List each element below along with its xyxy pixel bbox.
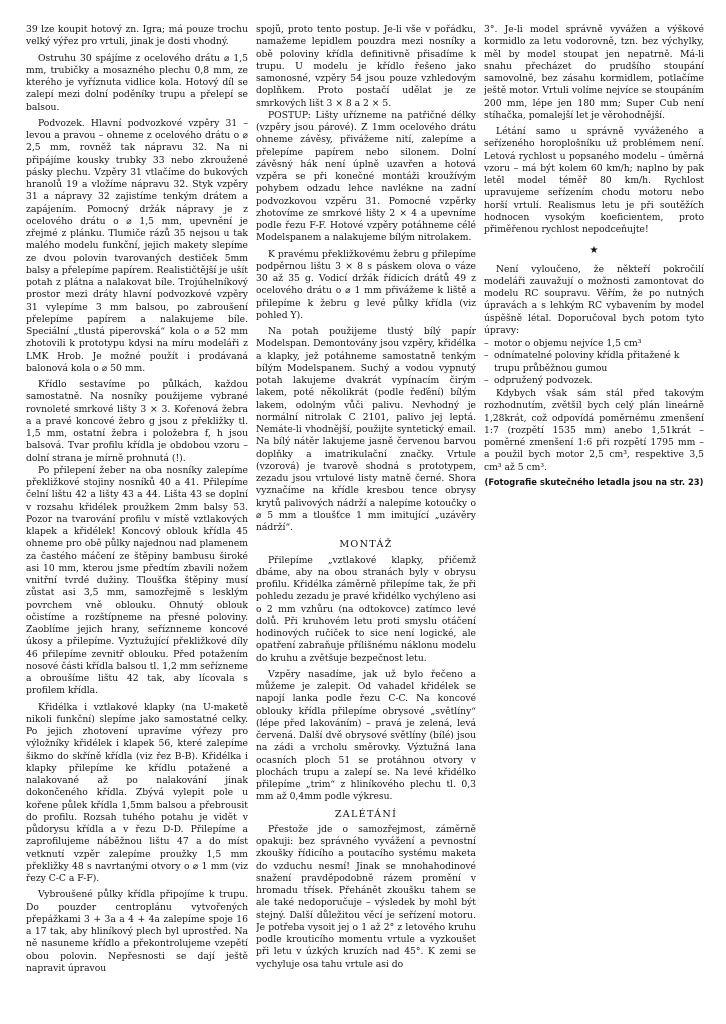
text-column-3 [484,24,704,1018]
paragraph-covering: Na potah použijeme tlustý bílý papír Modelspan. Demontovány jsou vzpěry, křidélka a klapky, jež potáhneme samostatně tenkým bílým Modelspanem. Suchý a vodou vypnutý potah lakujeme dvakrát vypínacím čirým lakem, poté několikrát (podle řeďění) bílým lakem, odolným vůči palivu. Nevhodný je normální nitrolak C 2101, palivo jej leptá. Nemáte-li vhodnější, použijte syntetický email. Na bílý nátěr lakujeme jasně červenou barvou doplňky a imatrikulační značky. Vrtule (vzorová) je tvarově shodná s prototypem, zezadu jsou vrtulové listy matně černé. Shora vyznačíme na křídle kresbou tence obrysy krytů palivových nádrží a nalepíme kotoučky o ⌀ 5 mm a tloušťce 1 mm imitující „uzávěry nádrží“. [256,326,476,533]
paragraph: K pravému překližkovému žebru g přilepíme podpěrnou lištu 3 × 8 s páskem olova o váze 30 až 35 g. Vodicí držák řídicích drátů 49 z ocelového drátu o ⌀ 1 mm přivážeme k liště a přilepíme k žebru g levé půlky křídla (viz pohled Y). [256,248,476,321]
paragraph: Kdybych však sám stál před takovým rozhodnutím, zvětšil bych celý plán lineárně 1,28krát, což odpovídá poměrnému zmenšení 1:7 (rozpětí 1535 mm) anebo 1,51krát – poměrné zmenšení 1:6 při rozpětí 1795 mm – a použil bych motor 2,5 cm³, respektive 3,5 cm³ až 5 cm³. [484,388,704,473]
paragraph: Přilepíme „vztlakové klapky, přičemž dbáme, aby na obou stranách byly v obrysu profilu. Křidélka záměrně přilepíme tak, že při pohledu zezadu je pravé křidélko vychýleno asi o 2 mm vzhůru (na odtokovce) zatímco levé dolů. Při kruhovém letu proti smyslu otáčení hodinových ručiček to sice není logické, ale opatření zabraňuje přílišnému náklonu modelu do kruhu a zvětšuje bezpečnost letu. [256,554,476,664]
paragraph-rc: Není vyloučeno, že někteří pokročilí modeláři zauvažují o možnosti zamontovat do modelu RC soupravu. Věřím, že po nutných úpravách a s lehkým RC vybavením by model úspěšně létal. Doporučoval bych potom tyto úpravy: [484,263,704,336]
paragraph: Přestože jde o samozřejmost, záměrně opakuji: bez správného vyvážení a pevnostní zkoušky řídicího a poutacího systému maketa do vzduchu nesmí! Jinak se mnohahodinové snažení pravděpodobně rázem promění v hromadu třísek. Přehánět zkoušku tahem se ale také nedoporučuje – výsledek by mohl být stejný. Další důležitou věcí je seřízení motoru. Je potřeba vysoit jej o 1 až 2° z letového kruhu podle krouticího momentu vrtule a vyzkoušet při letu v úzkých kruzích nad 45°. K zemi se vychyluje osa tahu vrtule asi do [256,823,476,970]
paragraph-landing-gear: Podvozek. Hlavní podvozkové vzpěry 31 – levou a pravou – ohneme z ocelového drátu o ⌀ 2,5 mm, rovněž tak nápravu 32. Na ni připájíme kousky trubky 33 nebo zkroužené pásky plechu. Vzpěry 31 vtlačíme do bukových hranolů 19 a vložíme nápravu 32. Styk vzpěry 31 a nápravy 32 zajistíme tenkým drátem a zapájením. Pomocný držák nápravy je z ocelového drátu o ⌀ 1,5 mm, upevnění je zřejmé z plánku. Tlumiče rázů 35 nejsou u tak malého modelu funkční, jejich makety slepíme ze dvou polovin tvarovaných destiček 5mm balsy a přelepíme papírem. Realističtější je ušít potah z plátna a nalakovat bíle. Trojúhelníkový prostor mezi dráty hlavní podvozkové vzpěry 31 vylepíme 3 mm balsou, po zabroušení přelepíme papírem a nalakujeme bíle. Speciální „tlustá piperovská“ kola o ⌀ 52 mm zhotovili k prototypu kdysi na míru modeláři z LMK Hrob. Je možné použít i prodávaná balonová kola o ⌀ 50 mm. [26,117,248,374]
paragraph: Vybroušené půlky křídla připojíme k trupu. Do pouzder centroplánu vytvořených přepážkami 3 + 3a a 4 + 4a zalepíme spoje 16 a 17 tak, aby hliníkový plech byl uprostřed. Na ně nasuneme křídlo a překontrolujeme vzepětí obou polovin. Nepřesnosti se dají ještě napravit úpravou [26,889,248,974]
paragraph: Vzpěry nasadíme, jak už bylo řečeno a můžeme je zalepit. Od vahadel křidélek se napojí lanka podle řezu C-C. Na koncové oblouky křídla přilepíme obrysové „světlíny“ (lépe před lakováním) – pravá je zelená, levá červená. Další dvě obrysové světlíny (bílé) jsou na zádi a vrcholu směrovky. Výztužná lana ocasních ploch 51 se protáhnou otvory v plochách trupu a zalepí se. Na levé křidélko přilepíme „trim“ z hliníkového plechu tl. 0,3 mm až 0,4mm podle výkresu. [256,668,476,803]
paragraph: 39 lze koupit hotový zn. Igra; má pouze trochu velký výřez pro vrtuli, jinak je dosti vhodný. [26,24,248,48]
text-column-2 [256,24,476,1018]
paragraph-wing: Křídlo sestavíme po půlkách, každou samostatně. Na nosníky použijeme vybrané rovnoleté smrkové lišty 3 × 3. Kořenová žebra a a pravé koncové žebro g jsou z překližky tl. 1,5 mm, ostatní žebra i položebra f, h jsou balsová. Tvar profilu křídla je obdobou vzoru – dolní strana je mírně prohnutá (!). [26,379,248,464]
paragraph: Létání samo u správně vyváženého a seřízeného horoplošníku už problémem není. Letová rychlost u popsaného modelu – úměrná vzoru – má být kolem 60 km/h; naplno by pak letěl model téměř 80 km/h. Rychlost upravujeme seřízením chodu motoru nebo horší vrtulí. Realismus letu je při soutěžích hodnocen vysokým koeficientem, proto přiměřenou rychlost nepodceňujte! [484,126,704,235]
paragraph: spojů, proto tento postup. Je-li vše v pořádku, namažeme lepidlem pouzdra mezi nosníky a obě poloviny křídla definitivně přisadíme k trupu. U modelu je křídlo řešeno jako samonosné, vzpěry 54 jsou pouze vzhledovým doplňkem. Proto postačí udělat je ze smrkových lišt 3 × 8 a 2 × 5. [256,24,476,109]
list-item: – odnímatelné poloviny křídla přitažené k trupu průběžnou gumou [494,350,704,375]
photo-note: (Fotografie skutečného letadla jsou na str. 23) [484,476,704,487]
list-item: – motor o objemu nejvíce 1,5 cm³ [494,338,704,350]
section-heading-zaletani: ZALÉTÁNÍ [334,808,398,820]
paragraph: Po přilepení žeber na oba nosníky zalepíme překližkové stojiny nosníků 40 a 41. Přilepíme čelní lištu 42 a lišty 43 a 44. Lišta 43 se doplní v rozsahu křidélek proužkem 2mm balsy 53. Pozor na tvarování profilu v místě vztlakových klapek a křidélek! Koncový oblouk křídla 45 ohneme pro obě půlky najednou nad plamenem za častého máčení ze štěpiny bambusu široké asi 10 mm, kterou jsme předtím zbavili nožem vnitřní tvrdé dužiny. Tloušťka štěpiny musí zůstat asi 3,5 mm, samozřejmě s lesklým povrchem vně oblouku. Ohnutý oblouk očistíme a rozštípneme na přesné poloviny. Zaoblíme jejich hrany, seříznneme koncové úkosy a přilepíme. Vyztužující překližkové díly 46 přilepíme zevnitř oblouku. Před potažením nosové části křídla balsou tl. 1,2 mm seřízneme a obroušíme lištu 42 tak, aby lícovala s profilem křídla. [26,464,248,697]
section-separator-star: ★ [589,245,599,257]
paragraph: 3°. Je-li model správně vyvážen a výškové kormidlo za letu vodorovně, tzn. bez výchylky, měl by model stoupat jen nepatrně. Má-li snahu přecházet do prudšího stoupání samovolně, bez zásahu kormidlem, potlačíme ještě motor. Vrtuli volíme nejvíce se stoupáním 200 mm, lépe jen 180 mm; Super Cub není stíhačka, pomalejší let je věrohodnější. [484,24,704,121]
modification-list [484,338,704,387]
list-item: – odpružený podvozek. [494,375,704,387]
paragraph-postup: POSTUP: Lišty uřízneme na patřičné délky (vzpěry jsou párové). Z 1mm ocelového drátu ohneme závěsy, přivážeme nití, zalepíme a přelepíme papírem nebo silonem. Dolní závěsný hák není úplně uzavřen a hotová vzpěra se při konečné montáži kroužívým pohybem odzadu lehce navlékne na zadní podvozkovou vzpěru 31. Pomocné vzpěrky zhotovíme ze smrkové lišty 2 × 4 a upevníme podle řezu F-F. Hotové vzpěry potáhneme célé Modelspanem a nalakujeme bílým nitrolakem. [256,109,476,244]
paragraph-tailskid: Ostruhu 30 spájíme z ocelového drátu ⌀ 1,5 mm, trubičky a mosazného plechu 0,8 mm, ze kterého je vyříznuta vidlice kola. Hotový díl se zalepí mezi dolní poděníky trupu a přelepí se balsou. [26,52,248,113]
paragraph-ailerons: Křidélka i vztlakové klapky (na U-maketě nikoli funkční) slepíme jako samostatné celky. Po jejich zhotovení upravíme výřezy pro výložníky křidélek i klapek 56, které zalepíme šikmo do skříně křídla (viz řez B-B). Křidélka i klapky přilepíme ke křídlu potažené a nalakované až po nalakování jinak dokončeného křídla. Zbývá vylepit pole u kořene půlek křídla 1,5mm balsou a přebrousit do profilu. Rozsah tuhého potahu je vidět v půdorysu křídla a v řezu D-D. Přilepíme a zaprofilujeme náběžnou lištu 47 a do míst vetknutí vzpěr zalepíme proužky 1,5 mm překližky 48 s navrtanými otvory o ⌀ 1 mm (viz řezy C-C a F-F). [26,701,248,884]
text-column-1 [26,24,248,1018]
section-heading-montaz: MONTÁŽ [339,539,393,551]
